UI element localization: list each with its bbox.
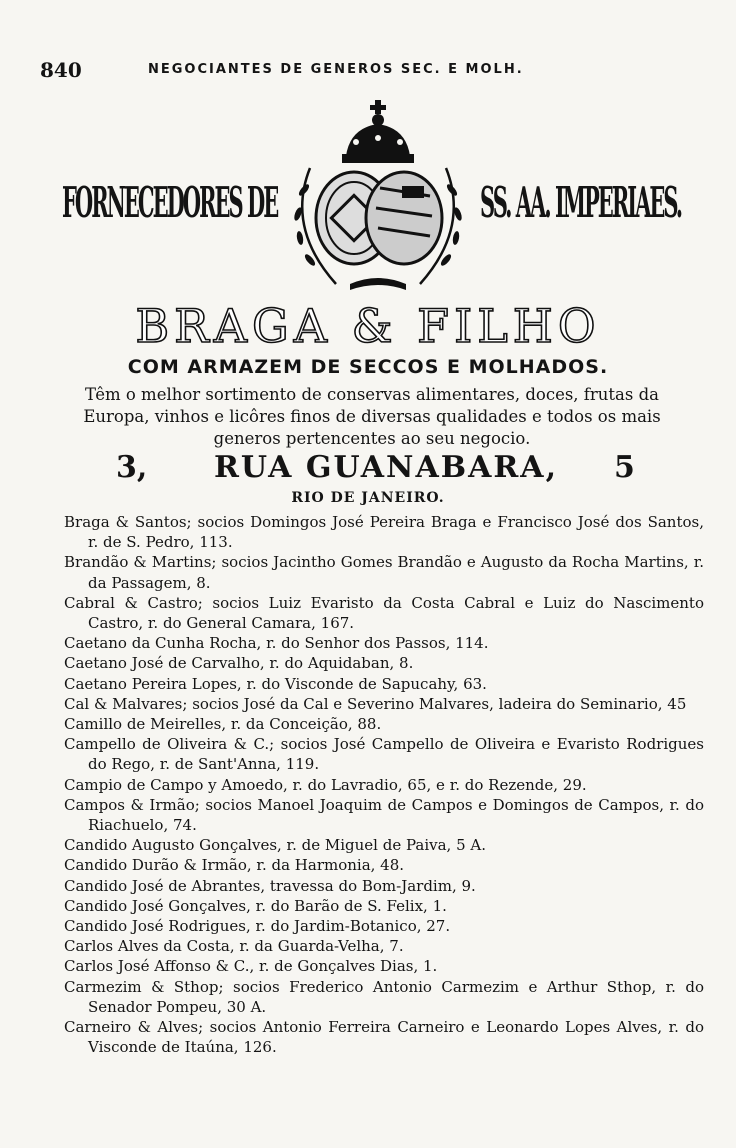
running-title: NEGOCIANTES DE GENEROS SEC. E MOLH. bbox=[148, 62, 524, 77]
merchant-listing bbox=[64, 512, 704, 1057]
firm-name: BRAGA & FILHO bbox=[135, 299, 601, 353]
listing-entry: Candido José Rodrigues, r. do Jardim-Botanico, 27. bbox=[64, 917, 451, 936]
listing-entry: Caetano Pereira Lopes, r. do Visconde de Sapucahy, 63. bbox=[64, 674, 487, 693]
firm-address bbox=[0, 450, 736, 490]
listing-entry: Candido Augusto Gonçalves, r. de Miguel de Paiva, 5 A. bbox=[64, 836, 486, 855]
imperial-crest-icon bbox=[280, 98, 476, 294]
listing-entry: Carlos José Affonso & C., r. de Gonçalves Dias, 1. bbox=[64, 957, 438, 976]
firm-subtitle: COM ARMAZEM DE SECCOS E MOLHADOS. bbox=[127, 356, 609, 378]
firm-city: RIO DE JANEIRO. bbox=[291, 490, 445, 506]
listing-entry: Candido José Gonçalves, r. do Barão de S. Felix, 1. bbox=[64, 896, 447, 915]
listing-entry: Brandão & Martins; socios Jacintho Gomes Brandão e Augusto da Rocha Martins, r. da Passagem, 8. bbox=[64, 553, 704, 592]
listing-entry: Campos & Irmão; socios Manoel Joaquim de Campos e Domingos de Campos, r. do Riachuelo, 74. bbox=[64, 795, 704, 835]
listing-entry: Caetano José de Carvalho, r. do Aquidaban, 8. bbox=[64, 654, 414, 673]
listing-entry: Carlos Alves da Costa, r. da Guarda-Velha, 7. bbox=[64, 937, 404, 956]
listing-entry: Caetano da Cunha Rocha, r. do Senhor dos Passos, 114. bbox=[64, 634, 489, 653]
address-number-right: 5 bbox=[614, 450, 635, 485]
purveyor-left-text: FORNECEDORES DE bbox=[62, 178, 278, 227]
listing-entry: Cal & Malvares; socios José da Cal e Severino Malvares, ladeira do Seminario, 45 bbox=[64, 694, 687, 713]
listing-entry: Campio de Campo y Amoedo, r. do Lavradio, 65, e r. do Rezende, 29. bbox=[64, 775, 587, 794]
listing-entry: Carneiro & Alves; socios Antonio Ferreira Carneiro e Leonardo Lopes Alves, r. do Visconde de Itaúna, 126. bbox=[64, 1018, 704, 1057]
listing-entry: Braga & Santos; socios Domingos José Pereira Braga e Francisco José dos Santos, r. de S. Pedro, 113. bbox=[64, 513, 704, 552]
firm-description: Têm o melhor sortimento de conservas alimentares, doces, frutas da Europa, vinhos e licôres finos de diversas qualidades e todos os mais generos pertencentes ao seu negocio. bbox=[83, 385, 661, 448]
listing-entry: Camillo de Meirelles, r. da Conceição, 88. bbox=[64, 715, 382, 734]
listing-entry: Candido José de Abrantes, travessa do Bom-Jardim, 9. bbox=[64, 876, 476, 895]
listing-entry: Carmezim & Sthop; socios Frederico Antonio Carmezim e Arthur Sthop, r. do Senador Pompeu, 30 A. bbox=[64, 977, 704, 1016]
address-street: RUA GUANABARA, bbox=[214, 450, 559, 485]
address-number-left: 3, bbox=[116, 450, 148, 485]
listing-entry: Campello de Oliveira & C.; socios José Campello de Oliveira e Evaristo Rodrigues do Rego, r. de Sant'Anna, 119. bbox=[64, 735, 704, 774]
advertisement bbox=[0, 92, 736, 506]
listing-entry: Cabral & Castro; socios Luiz Evaristo da Costa Cabral e Luiz do Nascimento Castro, r. do General Camara, 167. bbox=[64, 593, 704, 633]
purveyor-right-text: SS. AA. IMPERIAES. bbox=[480, 178, 682, 227]
page-header bbox=[0, 58, 736, 90]
page-number: 840 bbox=[40, 58, 82, 82]
listing-entry: Candido Durão & Irmão, r. da Harmonia, 48. bbox=[64, 856, 405, 875]
